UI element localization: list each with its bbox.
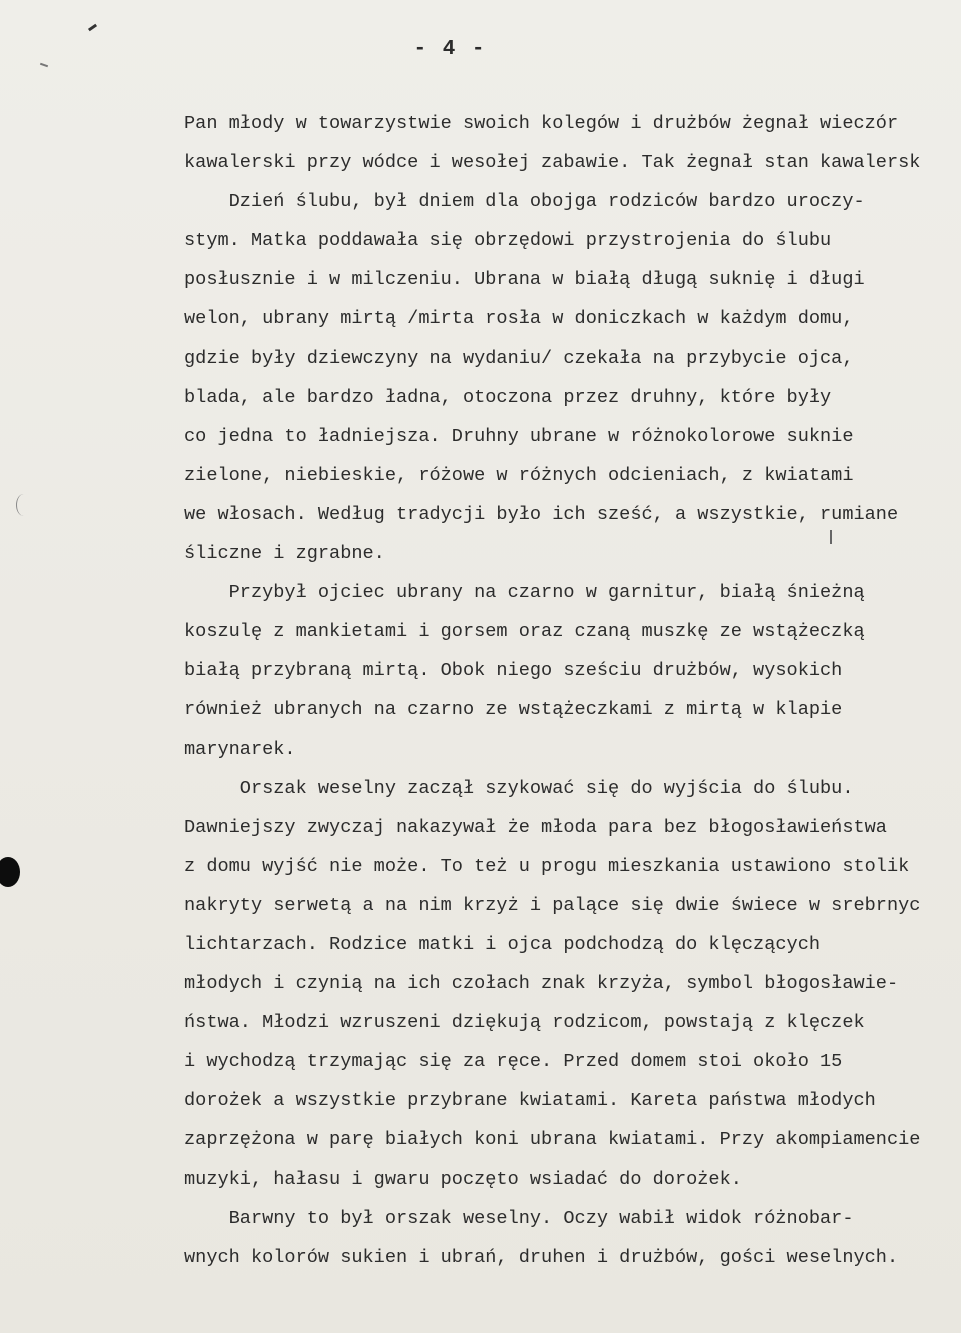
text-line: zielone, niebieskie, różowe w różnych odcieniach, z kwiatami — [184, 464, 854, 486]
text-line: co jedna to ładniejsza. Druhny ubrane w różnokolorowe suknie — [184, 425, 854, 447]
text-line: stym. Matka poddawała się obrzędowi przystrojenia do ślubu — [184, 230, 832, 252]
text-line: welon, ubrany mirtą /mirta rosła w doniczkach w każdym domu, — [184, 308, 854, 330]
text-line: nakryty serwetą a na nim krzyż i palące się dwie świece w srebrnyc — [184, 894, 921, 916]
text-line: zaprzężona w parę białych koni ubrana kwiatami. Przy akompiamencie — [184, 1129, 921, 1151]
text-line: również ubranych na czarno ze wstążeczkami z mirtą w klapie — [184, 699, 843, 721]
text-line: blada, ale bardzo ładna, otoczona przez druhny, które były — [184, 386, 832, 408]
text-line: Dzień ślubu, był dniem dla obojga rodziców bardzo uroczy- — [184, 191, 865, 213]
text-line: młodych i czynią na ich czołach znak krzyża, symbol błogosławie- — [184, 973, 899, 995]
text-line: Barwny to był orszak weselny. Oczy wabił widok różnobar- — [184, 1207, 854, 1229]
text-line: dorożek a wszystkie przybrane kwiatami. Kareta państwa młodych — [184, 1090, 876, 1112]
paper-speck — [40, 63, 48, 68]
text-line: we włosach. Według tradycji było ich sześć, a wszystkie, rumiane — [184, 503, 899, 525]
text-line: ństwa. Młodzi wzruszeni dziękują rodzicom, powstają z klęczek — [184, 1012, 865, 1034]
punch-hole — [0, 857, 20, 887]
text-line: Pan młody w towarzystwie swoich kolegów i drużbów żegnał wieczór — [184, 113, 899, 134]
text-line: posłusznie i w milczeniu. Ubrana w białą długą suknię i długi — [184, 269, 865, 291]
text-line: marynarek. — [184, 738, 296, 760]
paper-mark — [16, 494, 31, 516]
text-line: Przybył ojciec ubrany na czarno w garnitur, białą śnieżną — [184, 582, 865, 604]
text-line: Dawniejszy zwyczaj nakazywał że młoda para bez błogosławieństwa — [184, 816, 887, 838]
pen-tick-mark — [88, 24, 97, 32]
text-line: lichtarzach. Rodzice matki i ojca podchodzą do klęczących — [184, 933, 821, 955]
text-line: wnych kolorów sukien i ubrań, druhen i drużbów, gości weselnych. — [184, 1246, 899, 1268]
text-line: białą przybraną mirtą. Obok niego sześciu drużbów, wysokich — [184, 660, 843, 682]
text-line: śliczne i zgrabne. — [184, 543, 385, 565]
text-line: gdzie były dziewczyny na wydaniu/ czekała na przybycie ojca, — [184, 347, 854, 369]
page-number: - 4 - — [413, 38, 487, 61]
text-line: z domu wyjść nie może. To też u progu mieszkania ustawiono stolik — [184, 855, 910, 877]
text-line: kawalerski przy wódce i wesołej zabawie. Tak żegnał stan kawalersk — [184, 152, 921, 174]
text-line: koszulę z mankietami i gorsem oraz czaną muszkę ze wstążeczką — [184, 621, 865, 643]
text-line: i wychodzą trzymając się za ręce. Przed domem stoi około 15 — [184, 1051, 843, 1073]
typed-text-body — [184, 104, 961, 1277]
text-line: Orszak weselny zaczął szykować się do wyjścia do ślubu. — [184, 777, 854, 799]
text-line: muzyki, hałasu i gwaru poczęto wsiadać do dorożek. — [184, 1168, 742, 1190]
